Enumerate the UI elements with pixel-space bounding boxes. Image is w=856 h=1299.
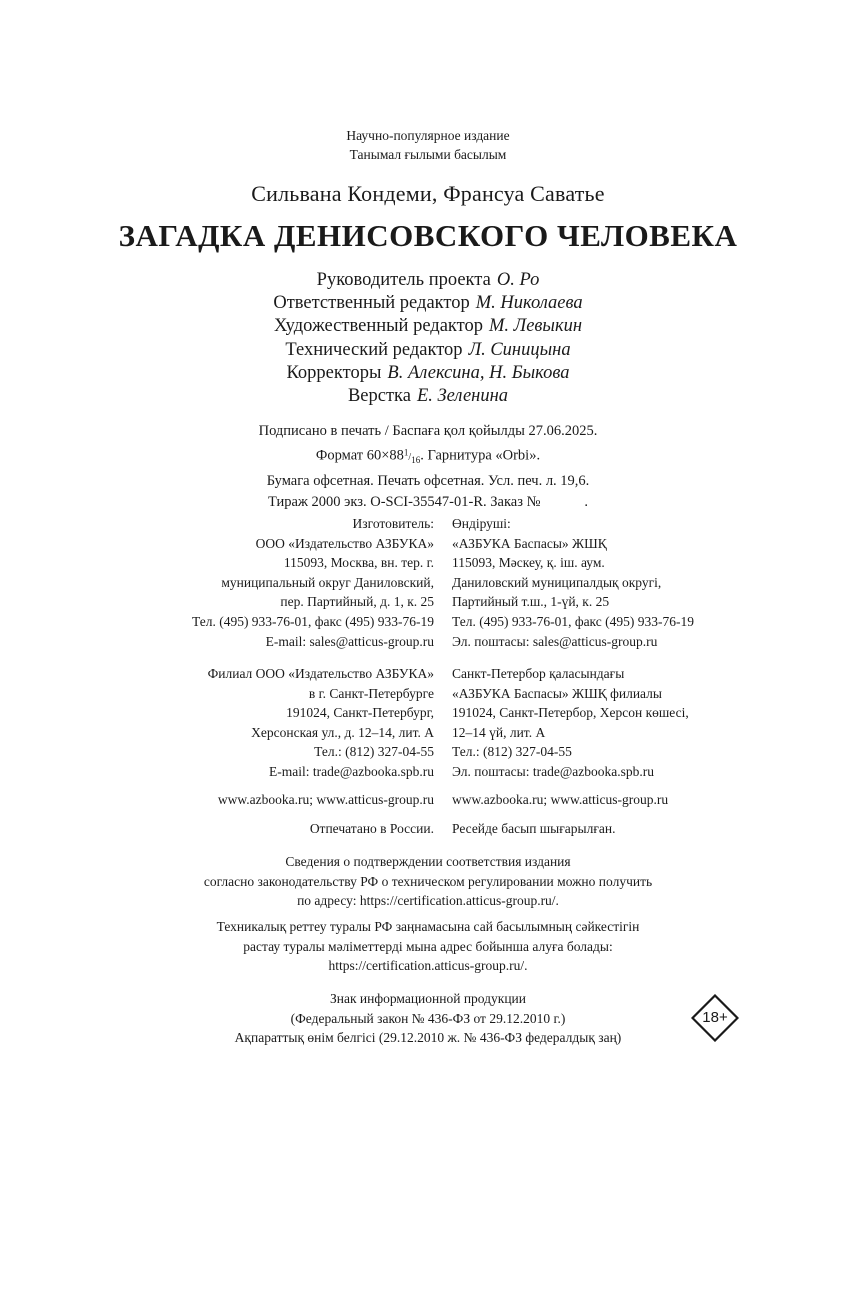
edition-type-ru: Научно-популярное издание — [346, 128, 510, 143]
staff-line: Руководитель проекта О. Ро — [316, 270, 540, 290]
signed-date: Подписано в печать / Баспаға қол қойылды 27.06.2025. — [258, 423, 598, 439]
certification-ru: Сведения о подтверждении соответствия издания согласно законодательству РФ о техническом регулировании можно получить по адресу: https://certification.atticus-group.ru/. — [203, 854, 653, 909]
format-line: Формат $60\times 88^1/_{16}$. Гарнитура «Orbi». — [315, 447, 541, 465]
staff-line: Художественный редактор М. Левыкин — [273, 316, 583, 337]
age-rating-badge — [691, 994, 739, 1042]
publication-info — [0, 421, 856, 513]
book-title: ЗАГАДКА ДЕНИСОВСКОГО ЧЕЛОВЕКА — [118, 218, 738, 253]
branch-ru: Филиал ООО «Издательство АЗБУКА» в г. Санкт-Петербурге 191024, Санкт-Петербург, Херсонская ул., д. 12–14, лит. А Тел.: (812) 327-04-55 E-mail: trade@azbooka.spb.ru — [207, 666, 434, 779]
branch-kz: Санкт-Петербор қаласындағы «АЗБУКА Баспасы» ЖШҚ филиалы 191024, Санкт-Петербор, Херсон көшесі, 12–14 үй, лит. А Тел.: (812) 327-04-55 Эл. поштасы: trade@azbooka.spb.ru — [452, 666, 689, 779]
staff-line: Верстка Е. Зеленина — [347, 386, 509, 407]
info-product-sign: Знак информационной продукции (Федеральный закон № 436-ФЗ от 29.12.2010 г.) Ақпараттық өнім белгісі (29.12.2010 ж. № 436-ФЗ федералдық заң) — [234, 991, 622, 1046]
print-run-line: Тираж 2000 экз. O-SCI-35547-01-R. Заказ № . — [267, 493, 589, 510]
staff-credits — [0, 269, 856, 408]
certification-kz: Техникалық реттеу туралы РФ заңнамасына сай басылымның сәйкестігін растау туралы мәліметтерді мына адрес бойынша алуға болады: https://certification.atticus-group.ru/. — [216, 919, 640, 974]
paper-line: Бумага офсетная. Печать офсетная. Усл. печ. л. 19,6. — [266, 472, 590, 489]
age-rating-label: 18+ — [702, 1009, 728, 1026]
staff-line: Технический редактор Л. Синицына — [285, 339, 571, 360]
edition-type-kz: Танымал ғылыми басылым — [349, 147, 507, 162]
manufacturer-ru: Изготовитель: ООО «Издательство АЗБУКА» 115093, Москва, вн. тер. г. муниципальный округ Даниловский, пер. Партийный, д. 1, к. 25 Тел. (495) 933-76-01, факс (495) 933-76-19 E-mail: sales@atticus-group.ru — [191, 516, 434, 649]
authors: Сильвана Кондеми, Франсуа Саватье — [251, 181, 605, 206]
websites-kz: www.azbooka.ru; www.atticus-group.ru — [452, 792, 669, 807]
edition-type — [0, 126, 856, 164]
manufacturer-kz: Өндіруші: «АЗБУКА Баспасы» ЖШҚ 115093, Мәскеу, қ. іш. аум. Даниловский муниципалдық округі, Партийный т.ш., 1-үй, к. 25 Тел. (495) 933-76-01, факс (495) 933-76-19 Эл. поштасы: sales@atticus-group.ru — [452, 516, 695, 649]
staff-line: Ответственный редактор М. Николаева — [273, 293, 583, 314]
printed-ru: Отпечатано в России. — [309, 821, 434, 836]
format-fraction: $^1/_{16}$ — [403, 447, 421, 465]
printed-kz: Ресейде басып шығарылған. — [452, 821, 616, 836]
websites-ru: www.azbooka.ru; www.atticus-group.ru — [217, 792, 434, 807]
staff-line: Корректоры В. Алексина, Н. Быкова — [286, 362, 570, 383]
